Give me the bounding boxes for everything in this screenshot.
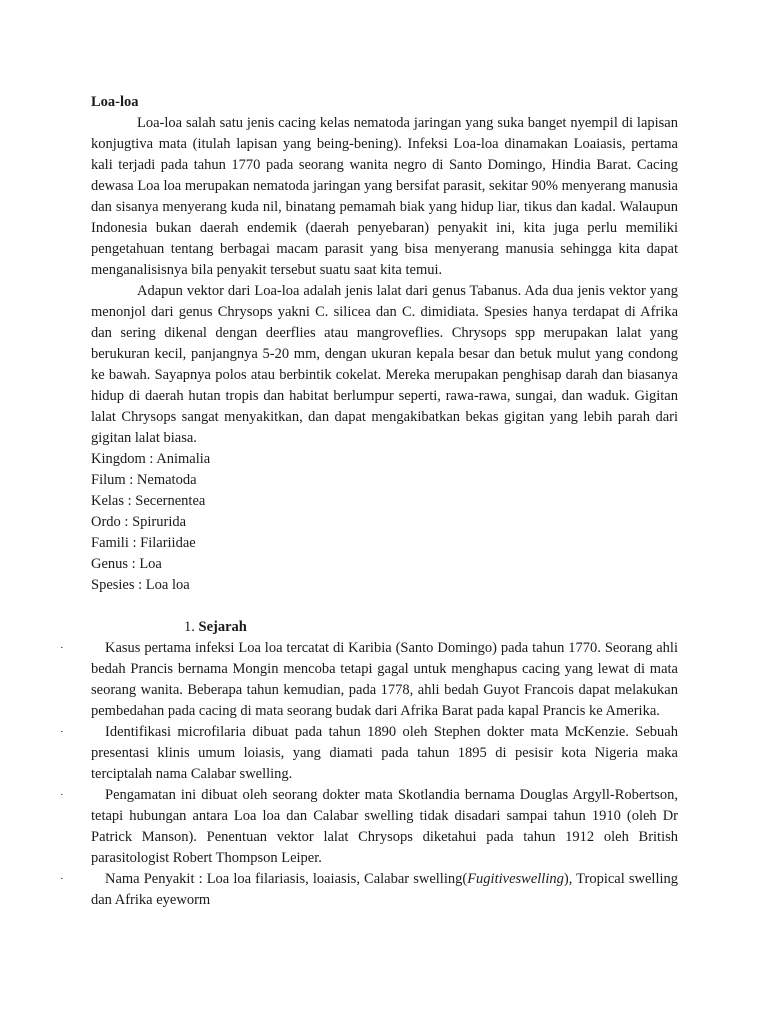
section-title: Sejarah: [198, 619, 247, 635]
intro-paragraph: Loa-loa salah satu jenis cacing kelas nematoda jaringan yang suka banget nyempil di lapisan konjugtiva mata (itulah lapisan yang being-bening). Infeksi Loa-loa dinamakan Loaiasis, pertama kali terjadi pada tahun 1770 pada seorang wanita negro di Santo Domingo, Hindia Barat. Cacing dewasa Loa loa merupakan nematoda jaringan yang bersifat parasit, sekitar 90% menyerang manusia dan sisanya menyerang kuda nil, binatang pemamah biak yang hidup liar, tikus dan kadal. Walaupun Indonesia bukan daerah endemik (daerah penyebaran) penyakit ini, kita juga perlu memiliki pengetahuan tentang berbagai macam parasit yang bisa menyerang manusia sehingga kita dapat menganalisisnya bila penyakit tersebut suatu saat kita temui.: [91, 115, 678, 278]
section-heading: [91, 617, 678, 638]
taxonomy-list: [91, 449, 678, 596]
taxonomy-kelas: Kelas : Secernentea: [91, 493, 206, 509]
history-item-2: [60, 722, 678, 785]
taxonomy-kingdom: Kingdom : Animalia: [91, 451, 211, 467]
document-title: Loa-loa: [91, 94, 139, 110]
history-item-1: [60, 638, 678, 722]
bullet-icon: ·: [60, 789, 64, 801]
bullet-icon: ·: [60, 642, 64, 654]
history-text-1: Kasus pertama infeksi Loa loa tercatat di Karibia (Santo Domingo) pada tahun 1770. Seorang ahli bedah Prancis bernama Mongin mencoba tetapi gagal untuk menghapus cacing yang lewat di mata seorang wanita. Beberapa tahun kemudian, pada 1778, ahli bedah Guyot Francois dapat melakukan pembedahan pada cacing di mata seorang budak dari Afrika Barat pada kapal Prancis ke Amerika.: [91, 640, 678, 719]
spacer: [91, 596, 678, 617]
history-text-3: Pengamatan ini dibuat oleh seorang dokter mata Skotlandia bernama Douglas Argyll-Robertson, tetapi hubungan antara Loa loa dan Calabar swelling tidak disadari sampai tahun 1910 (oleh Dr Patrick Manson). Penentuan vektor lalat Chrysops diketahui pada tahun 1912 oleh British parasitologist Robert Thompson Leiper.: [91, 787, 678, 866]
disease-names-italic: Fugitiveswelling: [467, 871, 564, 887]
taxonomy-famili: Famili : Filariidae: [91, 535, 196, 551]
bullet-icon: ·: [60, 726, 64, 738]
taxonomy-filum: Filum : Nematoda: [91, 472, 197, 488]
taxonomy-spesies: Spesies : Loa loa: [91, 577, 190, 593]
history-text-2: Identifikasi microfilaria dibuat pada tahun 1890 oleh Stephen dokter mata McKenzie. Sebuah presentasi klinis umum loiasis, yang diamati pada tahun 1895 di pesisir kota Nigeria maka terciptalah nama Calabar swelling.: [91, 724, 678, 782]
history-item-4: [60, 869, 678, 911]
taxonomy-ordo: Ordo : Spirurida: [91, 514, 187, 530]
history-item-3: [60, 785, 678, 869]
taxonomy-genus: Genus : Loa: [91, 556, 162, 572]
section-number: 1.: [184, 619, 195, 635]
disease-names-before: Nama Penyakit : Loa loa filariasis, loaiasis, Calabar swelling(: [105, 871, 468, 887]
document-page: [60, 92, 678, 911]
bullet-icon: ·: [60, 873, 64, 885]
disease-names-after: ), Tropical swelling dan Afrika eyeworm: [91, 871, 678, 908]
vector-paragraph: Adapun vektor dari Loa-loa adalah jenis lalat dari genus Tabanus. Ada dua jenis vektor yang menonjol dari genus Chrysops yakni C. silicea dan C. dimidiata. Spesies hanya terdapat di Afrika dan sering dikenal dengan deerflies atau mangroveflies. Chrysops spp merupakan lalat yang berukuran kecil, panjangnya 5-20 mm, dengan ukuran kepala besar dan betuk mulut yang condong ke bawah. Sayapnya polos atau berbintik cokelat. Mereka merupakan penghisap darah dan biasanya hidup di daerah hutan tropis dan habitat berlumpur seperti, rawa-rawa, sungai, dan waduk. Gigitan lalat Chrysops sangat menyakitkan, dan dapat mengakibatkan bekas gigitan yang lebih parah dari gigitan lalat biasa.: [91, 283, 678, 446]
